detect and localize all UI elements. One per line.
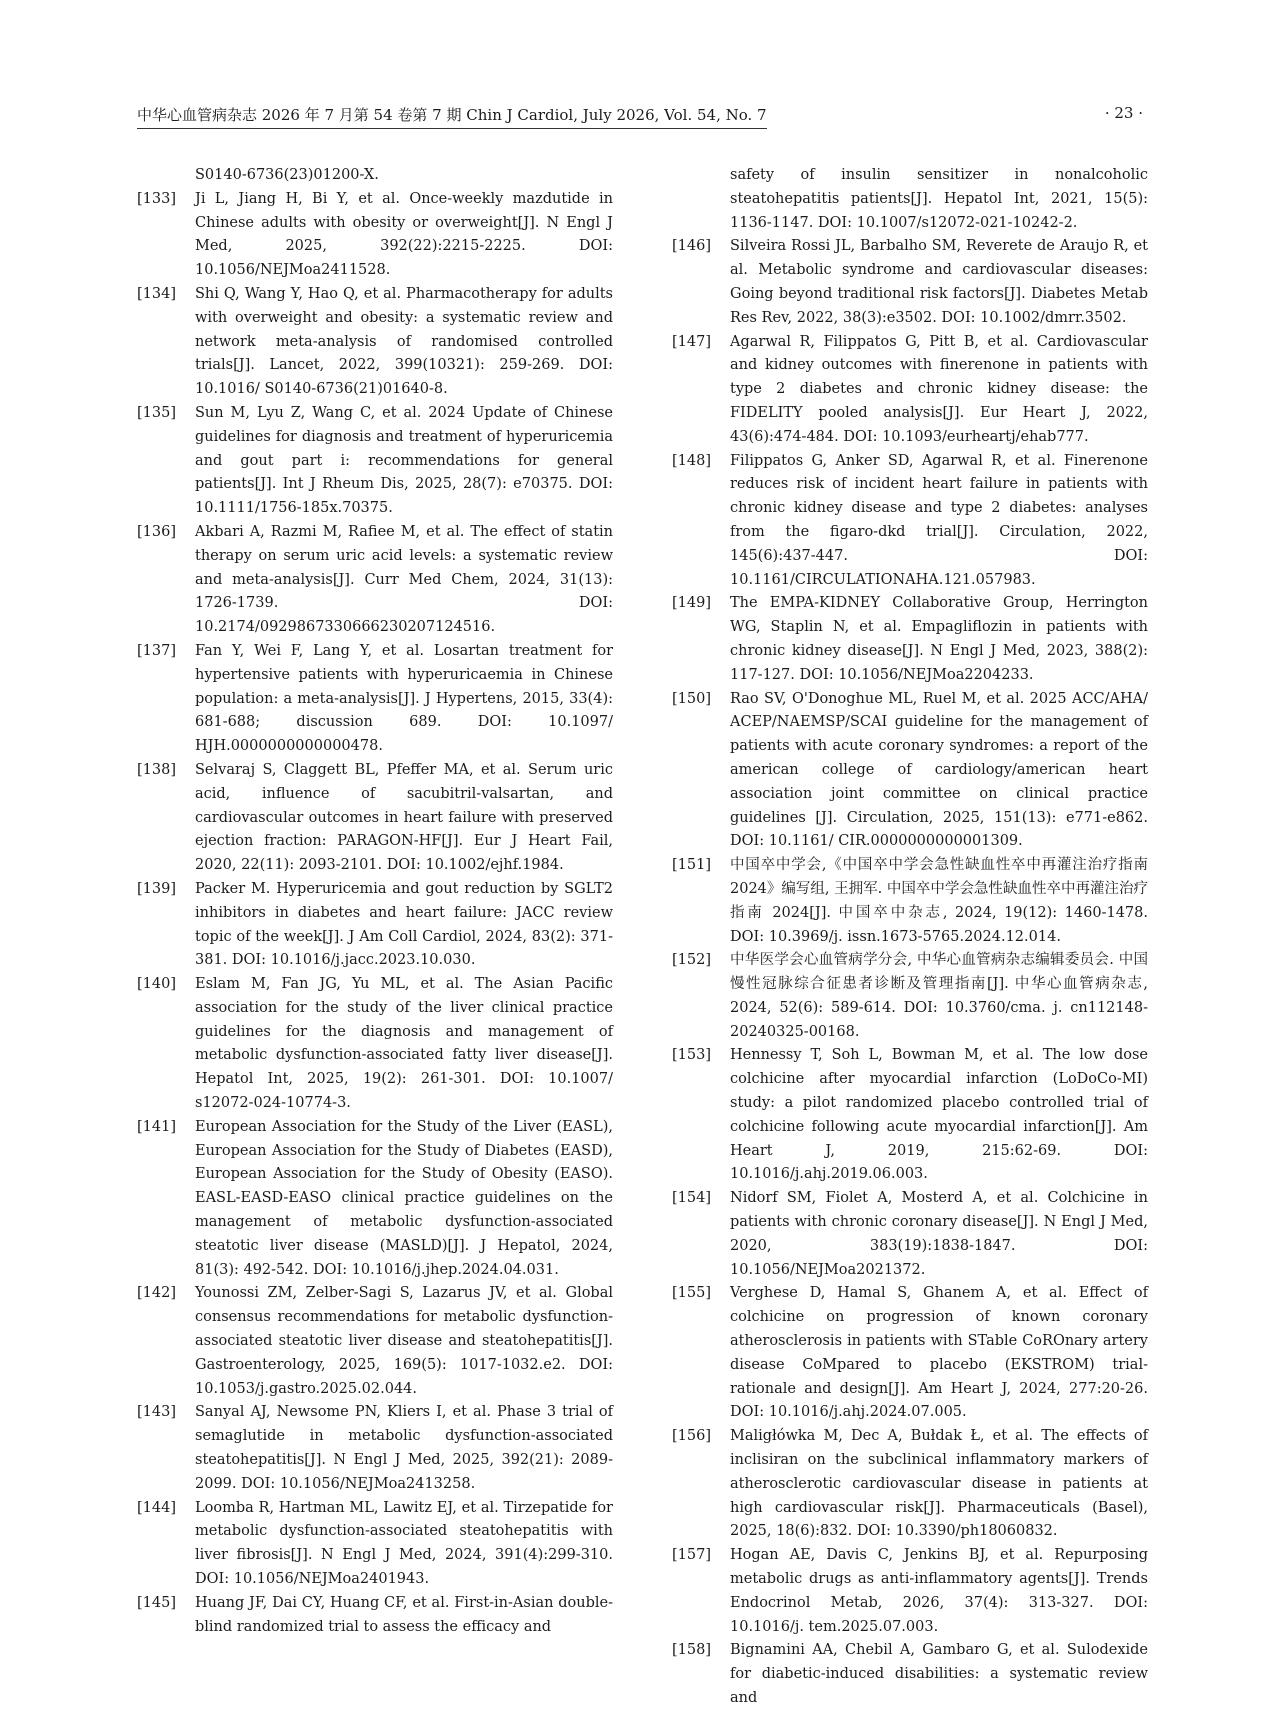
reference-text: Shi Q, Wang Y, Hao Q, et al. Pharmacotherapy for adults with overweight and obesity: a systematic review and network meta-analysis of randomised controlled trials[J]. Lancet, 2022, 399(10321): 259-269. DOI: 10.1016/ S0140-6736(21)01640-8. bbox=[195, 285, 613, 398]
reference-text: Huang JF, Dai CY, Huang CF, et al. First-in-Asian double-blind randomized trial to assess the efficacy and bbox=[195, 1594, 613, 1635]
reference-text: Hogan AE, Davis C, Jenkins BJ, et al. Repurposing metabolic drugs as anti-inflammatory agents[J]. Trends Endocrinol Metab, 2026, 37(4): 313-327. DOI: 10.1016/j. tem.2025.07.003. bbox=[730, 1547, 1148, 1635]
reference-entry bbox=[672, 949, 1148, 1044]
reference-entry bbox=[137, 402, 613, 521]
reference-number: [146] bbox=[672, 238, 711, 255]
reference-number: [154] bbox=[672, 1190, 711, 1207]
reference-number: [133] bbox=[137, 190, 176, 207]
reference-column-left bbox=[137, 164, 613, 1639]
reference-number: [147] bbox=[672, 333, 711, 350]
reference-number: [152] bbox=[672, 952, 711, 969]
reference-text: Packer M. Hyperuricemia and gout reduction by SGLT2 inhibitors in diabetes and heart failure: JACC review topic of the week[J]. J Am Coll Cardiol, 2024, 83(2): 371-381. DOI: 10.1016/j.jacc.2023.10.030. bbox=[195, 880, 613, 969]
reference-entry bbox=[672, 331, 1148, 450]
reference-entry bbox=[672, 1425, 1148, 1544]
reference-text: Fan Y, Wei F, Lang Y, et al. Losartan treatment for hypertensive patients with hyperuricaemia in Chinese population: a meta-analysis[J]. J Hypertens, 2015, 33(4): 681-688; discussion 689. DOI: 10.1097/ HJH.0000000000000478. bbox=[195, 642, 613, 755]
reference-text: Verghese D, Hamal S, Ghanem A, et al. Effect of colchicine on progression of known coronary atherosclerosis in patients with STable CoROnary artery disease CoMpared to placebo (EKSTROM) trial-rationale and design[J]. Am Heart J, 2024, 277:20-26. DOI: 10.1016/j.ahj.2024.07.005. bbox=[730, 1285, 1148, 1421]
reference-text: Younossi ZM, Zelber-Sagi S, Lazarus JV, et al. Global consensus recommendations for metabolic dysfunction-associated steatotic liver disease and steatohepatitis[J]. Gastroenterology, 2025, 169(5): 1017-1032.e2. DOI: 10.1053/j.gastro.2025.02.044. bbox=[195, 1285, 613, 1397]
reference-entry bbox=[672, 1544, 1148, 1639]
reference-entry bbox=[672, 1282, 1148, 1425]
reference-number: [158] bbox=[672, 1642, 711, 1659]
reference-number: [151] bbox=[672, 857, 711, 874]
reference-number: [139] bbox=[137, 880, 176, 897]
reference-text: Loomba R, Hartman ML, Lawitz EJ, et al. Tirzepatide for metabolic dysfunction-associated steatohepatitis with liver fibrosis[J]. N Engl J Med, 2024, 391(4):299-310. DOI: 10.1056/NEJMoa2401943. bbox=[195, 1499, 613, 1588]
reference-number: [148] bbox=[672, 452, 711, 469]
reference-entry bbox=[137, 1401, 613, 1496]
reference-entry bbox=[672, 1639, 1148, 1710]
reference-entry bbox=[137, 640, 613, 759]
reference-text: The EMPA-KIDNEY Collaborative Group, Herrington WG, Staplin N, et al. Empagliflozin in patients with chronic kidney disease[J]. N Engl J Med, 2023, 388(2): 117-127. DOI: 10.1056/NEJMoa2204233. bbox=[730, 595, 1148, 683]
reference-text: Rao SV, O'Donoghue ML, Ruel M, et al. 2025 ACC/AHA/ ACEP/NAEMSP/SCAI guideline for the management of patients with acute coronary syndromes: a report of the american college of cardiology/american heart association joint committee on clinical practice guidelines [J]. Circulation, 2025, 151(13): e771-e862. DOI: 10.1161/ CIR.0000000000001309. bbox=[730, 690, 1148, 850]
reference-text: Akbari A, Razmi M, Rafiee M, et al. The effect of statin therapy on serum uric acid levels: a systematic review and meta-analysis[J]. Curr Med Chem, 2024, 31(13): 1726-1739. DOI: 10.2174/0929867330666230207124516. bbox=[195, 523, 613, 636]
reference-text: Agarwal R, Filippatos G, Pitt B, et al. Cardiovascular and kidney outcomes with finerenone in patients with type 2 diabetes and chronic kidney disease: the FIDELITY pooled analysis[J]. Eur Heart J, 2022, 43(6):474-484. DOI: 10.1093/eurheartj/ehab777. bbox=[730, 333, 1148, 445]
reference-text: Bignamini AA, Chebil A, Gambaro G, et al. Sulodexide for diabetic-induced disabilities: a systematic review and bbox=[730, 1642, 1148, 1706]
reference-entry bbox=[672, 1044, 1148, 1187]
reference-text: S0140-6736(23)01200-X. bbox=[195, 167, 379, 183]
journal-citation-line: 中华心血管病杂志 2026 年 7 月第 54 卷第 7 期 Chin J Cardiol, July 2026, Vol. 54, No. 7 bbox=[137, 104, 767, 129]
reference-entry bbox=[137, 1497, 613, 1592]
reference-text: Sun M, Lyu Z, Wang C, et al. 2024 Update of Chinese guidelines for diagnosis and treatment of hyperuricemia and gout part i: recommendations for general patients[J]. Int J Rheum Dis, 2025, 28(7): e70375. DOI: 10.1111/1756-185x.70375. bbox=[195, 404, 613, 517]
reference-text: 中华医学会心血管病学分会, 中华心血管病杂志编辑委员会. 中国慢性冠脉综合征患者诊断及管理指南[J]. 中华心血管病杂志, 2024, 52(6): 589-614. DOI: 10.3760/cma. j. cn112148-20240325-00168. bbox=[730, 952, 1148, 1040]
reference-entry bbox=[137, 521, 613, 640]
reference-entry bbox=[137, 973, 613, 1116]
reference-entry bbox=[137, 188, 613, 283]
reference-entry bbox=[672, 854, 1148, 949]
reference-text: Selvaraj S, Claggett BL, Pfeffer MA, et al. Serum uric acid, influence of sacubitril-valsartan, and cardiovascular outcomes in heart failure with preserved ejection fraction: PARAGON-HF[J]. Eur J Heart Fail, 2020, 22(11): 2093-2101. DOI: 10.1002/ejhf.1984. bbox=[195, 761, 613, 874]
reference-number: [144] bbox=[137, 1499, 176, 1516]
page-number: · 23 · bbox=[1104, 104, 1143, 122]
reference-number: [156] bbox=[672, 1428, 711, 1445]
reference-entry bbox=[672, 235, 1148, 330]
reference-entry bbox=[137, 164, 613, 188]
reference-entry bbox=[672, 688, 1148, 855]
reference-text: 中国卒中学会,《中国卒中学会急性缺血性卒中再灌注治疗指南 2024》编写组, 王拥军. 中国卒中学会急性缺血性卒中再灌注治疗指南 2024[J]. 中国卒中杂志, 2024, 19(12): 1460-1478. DOI: 10.3969/j. issn.1673-5765.2024.12.014. bbox=[730, 857, 1148, 945]
reference-number: [141] bbox=[137, 1118, 176, 1135]
reference-text: Ji L, Jiang H, Bi Y, et al. Once-weekly mazdutide in Chinese adults with obesity or overweight[J]. N Engl J Med, 2025, 392(22):2215-2225. DOI: 10.1056/NEJMoa2411528. bbox=[195, 190, 613, 279]
reference-text: safety of insulin sensitizer in nonalcoholic steatohepatitis patients[J]. Hepatol Int, 2021, 15(5): 1136-1147. DOI: 10.1007/s12072-021-10242-2. bbox=[730, 167, 1148, 231]
reference-entry bbox=[137, 1592, 613, 1640]
reference-text: Hennessy T, Soh L, Bowman M, et al. The low dose colchicine after myocardial infarction (LoDoCo-MI) study: a pilot randomized placebo controlled trial of colchicine following acute myocardial infarction[J]. Am Heart J, 2019, 215:62-69. DOI: 10.1016/j.ahj.2019.06.003. bbox=[730, 1047, 1148, 1183]
reference-number: [143] bbox=[137, 1404, 176, 1421]
reference-number: [140] bbox=[137, 976, 176, 993]
reference-text: European Association for the Study of the Liver (EASL), European Association for the Study of Diabetes (EASD), European Association for the Study of Obesity (EASO). EASL-EASD-EASO clinical practice guidelines on the management of metabolic dysfunction-associated steatotic liver disease (MASLD)[J]. J Hepatol, 2024, 81(3): 492-542. DOI: 10.1016/j.jhep.2024.04.031. bbox=[195, 1118, 613, 1278]
reference-number: [155] bbox=[672, 1285, 711, 1302]
reference-text: Maligłówka M, Dec A, Bułdak Ł, et al. The effects of inclisiran on the subclinical inflammatory markers of atherosclerotic cardiovascular disease in patients at high cardiovascular risk[J]. Pharmaceuticals (Basel), 2025, 18(6):832. DOI: 10.3390/ph18060832. bbox=[730, 1428, 1148, 1540]
reference-number: [137] bbox=[137, 642, 176, 659]
reference-entry bbox=[137, 759, 613, 878]
reference-number: [136] bbox=[137, 523, 176, 540]
reference-number: [142] bbox=[137, 1285, 176, 1302]
reference-text: Sanyal AJ, Newsome PN, Kliers I, et al. Phase 3 trial of semaglutide in metabolic dysfunction-associated steatohepatitis[J]. N Engl J Med, 2025, 392(21): 2089-2099. DOI: 10.1056/NEJMoa2413258. bbox=[195, 1404, 613, 1492]
reference-text: Nidorf SM, Fiolet A, Mosterd A, et al. Colchicine in patients with chronic coronary disease[J]. N Engl J Med, 2020, 383(19):1838-1847. DOI: 10.1056/NEJMoa2021372. bbox=[730, 1190, 1148, 1278]
reference-entry bbox=[672, 450, 1148, 593]
reference-column-right bbox=[672, 164, 1148, 1711]
reference-text: Eslam M, Fan JG, Yu ML, et al. The Asian Pacific association for the study of the liver clinical practice guidelines for the diagnosis and management of metabolic dysfunction-associated fatty liver disease[J]. Hepatol Int, 2025, 19(2): 261-301. DOI: 10.1007/ s12072-024-10774-3. bbox=[195, 976, 613, 1112]
reference-number: [145] bbox=[137, 1594, 176, 1611]
reference-entry bbox=[672, 164, 1148, 235]
reference-number: [149] bbox=[672, 595, 711, 612]
reference-entry bbox=[672, 592, 1148, 687]
reference-entry bbox=[672, 1187, 1148, 1282]
running-header bbox=[137, 104, 1143, 134]
reference-number: [134] bbox=[137, 285, 176, 302]
reference-entry bbox=[137, 1116, 613, 1283]
reference-entry bbox=[137, 1282, 613, 1401]
reference-entry bbox=[137, 878, 613, 973]
reference-entry bbox=[137, 283, 613, 402]
reference-number: [153] bbox=[672, 1047, 711, 1064]
reference-number: [150] bbox=[672, 690, 711, 707]
reference-text: Filippatos G, Anker SD, Agarwal R, et al. Finerenone reduces risk of incident heart failure in patients with chronic kidney disease and type 2 diabetes: analyses from the figaro-dkd trial[J]. Circulation, 2022, 145(6):437-447. DOI: 10.1161/CIRCULATIONAHA.121.057983. bbox=[730, 452, 1148, 588]
reference-number: [138] bbox=[137, 761, 176, 778]
reference-text: Silveira Rossi JL, Barbalho SM, Reverete de Araujo R, et al. Metabolic syndrome and cardiovascular diseases: Going beyond traditional risk factors[J]. Diabetes Metab Res Rev, 2022, 38(3):e3502. DOI: 10.1002/dmrr.3502. bbox=[730, 238, 1148, 326]
reference-number: [157] bbox=[672, 1547, 711, 1564]
reference-number: [135] bbox=[137, 404, 176, 421]
